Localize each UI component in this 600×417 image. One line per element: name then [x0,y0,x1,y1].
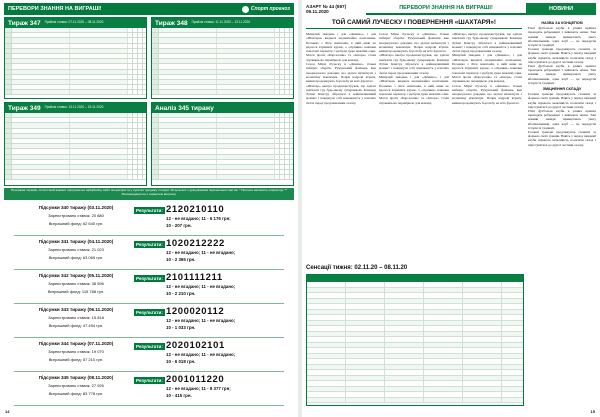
news-sidebar [528,19,596,407]
table-rows [5,113,146,185]
result-fund: Виграшний фонд: 115 788 грн. [47,289,105,294]
table-row [5,175,146,180]
result-divider [14,337,284,338]
result-bets: Зареєстровано ставок: 38 596 [48,281,104,286]
result-winnings: 12 - не вгадано; 11 - не вгадано; [166,284,236,289]
result-title: Підсумки 342 тиражу (05.11.2020) [38,273,114,278]
article-paragraph: Минулий тиждень і для «Динамо», і для «Шахтаря» видався надзвичайно насиченим. Почнемо з Ліги чемпіонів, в якій киян не вдалося втримати кураж, а «гірники» навпаки показали характер і здобули дуже важливі очки. Матчі проти «Барселони» та «Інтера» стали справжньою перевіркою для команд. [306,32,376,62]
result-divider [14,405,284,406]
draw-result [4,373,294,406]
right-header [306,3,596,15]
page-number: 14 [5,409,10,414]
draw-result [4,339,294,372]
result-bets: Зареєстровано ставок: 27 926 [48,383,104,388]
article-column-3 [452,32,522,262]
page-number: 15 [590,409,595,414]
article-paragraph: «Шахтар» вкотре продемонстрував, що здатен нав'язати гру будь-якому суперникові. Команда Луїша Каштру зібралася в найважливіший момент і повернула собі впевненість у власних силах перед продовженням сезону. [306,83,376,105]
result-summary [26,273,126,294]
result-sequence: 1020212222 [166,238,225,249]
sidebar-title: НАЗВА ЗА КОНЦЕПОМ [541,21,583,25]
table-rows [152,113,293,185]
result-title: Підсумки 341 тиражу (04.11.2020) [38,239,114,244]
sidebar-text: Головні тренери продовжують стежити за формою своїх гравців. Навіть у період пандемії клуби шукають можливість посилити склад і підготуватися до другої частини сезону. [528,130,596,147]
result-sequence: 2101111211 [166,272,223,283]
draw-result [4,237,294,270]
draw-table-349 [4,102,147,186]
result-winnings: 12 - не вгадано; 11 - не вгадано; [166,250,236,255]
article-column-1 [306,32,376,262]
result-bets: Зареєстровано ставок: 21 023 [48,247,104,252]
result-winnings: 12 - не вгадано; 11 - не вгадано; [166,318,236,323]
logo-text: Спорт прогноз [250,5,290,12]
sensations-rows [307,282,523,403]
article-paragraph: Минулий тиждень і для «Динамо», і для «Шахтаря» видався надзвичайно насиченим. Почнемо з Ліги чемпіонів, в якій киян не вдалося втримати кураж, а «гірники» навпаки показали характер і здобули дуже важливі очки. Матчі проти «Барселони» та «Інтера» стали справжньою перевіркою для команд. [379,74,449,105]
table-row [5,90,146,95]
result-divider [14,303,284,304]
result-divider [14,269,284,270]
right-page [302,0,600,417]
sidebar-text: Різні футбольні клуби в різних країнах проводять ребрендинг і змінюють назви. Такі новини завжди привертають увагу вболівальників, адже клуб — це передусім історія та традиції. [528,26,596,48]
result-title: Підсумки 345 тиражу (08.11.2020) [38,375,114,380]
result-divider [14,235,284,236]
table-dates: Прийом ставок: 07.11.2020 – 08.11.2020 [44,20,104,25]
result-summary [26,239,126,260]
results-label: Результати: [136,378,163,383]
draw-result [4,305,294,338]
result-summary [26,307,126,328]
sidebar-title: ЗМІЦНЕННЯ СКЛАДУ [542,87,582,92]
article-paragraph: «Шахтар» вкотре продемонстрував, що здатен нав'язати гру будь-якому суперникові. Команда Луїша Каштру зібралася в найважливіший момент і повернула собі впевненість у власних силах перед продовженням сезону. [452,32,522,54]
sidebar-text: Головні тренери продовжують стежити за формою своїх гравців. Навіть у період пандемії клуби шукають можливість посилити склад і підготуватися до другої частини сезону. [528,92,596,109]
sidebar-text: Різні футбольні клуби в різних країнах проводять ребрендинг і змінюють назви. Такі новини завжди привертають увагу вболівальників, адже клуб — це передусім історія та традиції. [528,64,596,85]
table-row [152,90,293,95]
headline-divider [306,28,522,29]
result-winnings: 12 - не вгадано; 11 - не вгадано; [166,352,236,357]
result-summary [26,375,126,396]
result-bets: Зареєстровано ставок: 19 070 [48,349,104,354]
result-winnings: 12 - не вгадано; 11 - 6 176 грн; [166,216,231,221]
sport-prognoz-logo [242,6,290,13]
analysis-table-345 [151,102,294,186]
article-paragraph: Сезон Мірчі Луческу в «Динамо» тільки набирає обертів. Румунський фахівець вже неодноразово доводив, що здатен витиснути з колективу максимум. Попри кадрові втрати, кияни продовжують боротьбу на всіх фронтах. [306,62,376,84]
draw-result [4,203,294,236]
result-fund: Виграшний фонд: 47 454 грн. [48,323,104,328]
result-divider [14,371,284,372]
result-winnings: 10 - 2 210 грн. [166,291,196,296]
rubric-title: ПЕРЕВОРИ ЗНАННЯ НА ВИГРАШІ! [8,6,102,12]
result-winnings: 10 - 415 грн. [166,393,192,398]
sensations-title: Сенсації тижня: 02.11.20 – 08.11.20 [306,265,408,271]
result-winnings: 10 - 6 018 грн. [166,359,196,364]
article-paragraph: «Шахтар» вкотре продемонстрував, що здатен нав'язати гру будь-якому суперникові. Команда Луїша Каштру зібралася в найважливіший момент і повернула собі впевненість у власних силах перед продовженням сезону. [379,53,449,75]
article-paragraph: Сезон Мірчі Луческу в «Динамо» тільки набирає обертів. Румунський фахівець вже неодноразово доводив, що здатен витиснути з колективу максимум. Попри кадрові втрати, кияни продовжують боротьбу на всіх фронтах. [379,32,449,54]
news-label: НОВИНИ [526,3,596,15]
sensations-table [306,274,524,406]
program-note: Програма тиражів, остаточний варіант програми на офіційному сайті оператора та у пунктах продажу лотереї. Результати з урахуванням перенесених матчів. * Прогноз належить оператору. ** Рекомендація не є гарантією виграшу. [4,188,294,200]
table-title: Тираж 349 [8,104,41,112]
article-headline: ТОЙ САМИЙ ЛУЧЕСКУ І ПОВЕРНЕННЯ «ШАХТАРЯ»! [331,19,497,26]
table-dates: Прийом ставок: 13.11.2020 – 15.11.2020 [44,105,104,110]
draw-table-347 [4,17,147,99]
results-label: Результати: [136,242,163,247]
result-sequence: 2020102101 [166,340,225,351]
result-winnings: 10 - 2 365 грн. [166,257,196,262]
left-page [0,0,298,417]
table-row [152,175,293,180]
result-fund: Виграшний фонд: 63 069 грн. [48,255,104,260]
results-label: Результати: [136,276,163,281]
result-summary [26,205,126,226]
sidebar-text: Головні тренери продовжують стежити за формою своїх гравців. Навіть у період пандемії клуби шукають можливість посилити склад і підготуватися до другої частини сезону. [528,47,596,64]
table-row [307,398,523,404]
table-title: Тираж 348 [155,19,188,27]
article-paragraph: Сезон Мірчі Луческу в «Динамо» тільки набирає обертів. Румунський фахівець вже неодноразово доводив, що здатен витиснути з колективу максимум. Попри кадрові втрати, кияни продовжують боротьбу на всіх фронтах. [452,83,522,105]
issue-info: АЗАРТ № 44 (597) 09.11.2020 [306,4,347,14]
article-column-2 [379,32,449,262]
table-title: Тираж 347 [8,19,41,27]
result-title: Підсумки 343 тиражу (06.11.2020) [38,307,114,312]
result-winnings: 10 - 1 033 грн. [166,325,196,330]
article-paragraph: Минулий тиждень і для «Динамо», і для «Шахтаря» видався надзвичайно насиченим. Почнемо з Ліги чемпіонів, в якій киян не вдалося втримати кураж, а «гірники» навпаки показали характер і здобули дуже важливі очки. Матчі проти «Барселони» та «Інтера» стали справжньою перевіркою для команд. [452,53,522,84]
sensations-table-header [307,275,523,282]
result-bets: Зареєстровано ставок: 15 818 [48,315,104,320]
result-winnings: 12 - не вгадано; 11 - 8 377 грн; [166,386,231,391]
results-label: Результати: [136,208,163,213]
result-title: Підсумки 340 тиражу (03.11.2020) [38,205,114,210]
result-bets: Зареєстровано ставок: 20 880 [48,213,104,218]
results-label: Результати: [136,344,163,349]
result-sequence: 1200020112 [166,306,225,317]
table-rows [5,28,146,98]
rubric-title: ПЕРЕВОРИ ЗНАННЯ НА ВИГРАШІ! [366,3,526,15]
left-rubric-bar [4,3,294,15]
table-dates: Прийом ставок: 11.11.2020 – 13.11.2020 [191,20,251,25]
result-fund: Виграшний фонд: 62 640 грн. [48,221,104,226]
result-winnings: 10 - 207 грн. [166,223,192,228]
result-summary [26,341,126,362]
logo-icon [242,6,249,13]
result-fund: Виграшний фонд: 57 210 грн. [48,357,104,362]
result-fund: Виграшний фонд: 83 778 грн. [48,391,104,396]
table-title: Аналіз 345 тиражу [155,104,214,112]
result-title: Підсумки 344 тиражу (07.11.2020) [38,341,114,346]
draw-table-348 [151,17,294,99]
sidebar-text: Різні футбольні клуби в різних країнах проводять ребрендинг і змінюють назви. Такі новини завжди привертають увагу вболівальників, адже клуб — це передусім історія та традиції. [528,109,596,130]
result-sequence: 2001011220 [166,374,225,385]
result-sequence: 2120210110 [166,204,225,215]
table-rows [152,28,293,98]
draw-result [4,271,294,304]
results-label: Результати: [136,310,163,315]
